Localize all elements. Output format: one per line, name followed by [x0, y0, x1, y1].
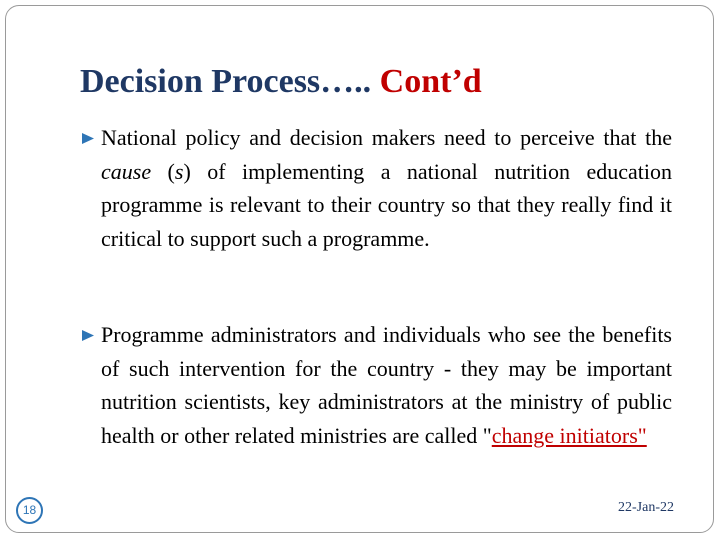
bullet1-italic-s: s [174, 158, 184, 184]
page-number-badge: 18 [16, 497, 43, 524]
triangle-bullet-icon [80, 318, 101, 341]
triangle-bullet-icon [80, 121, 101, 144]
bullet2-text-1: Programme administrators and individuals who see the benefits of such intervention for the country - they may be important nutrition scientists, key administrators at the ministry of public health or other related ministries are called " [101, 322, 672, 448]
bullet1-text-1: National policy and decision makers need to perceive that the [101, 125, 672, 150]
bullet-programme-administrators [80, 318, 672, 452]
title-main: Decision Process….. [80, 63, 380, 100]
bullet-policy-makers [80, 121, 672, 255]
title-contd: Cont’d [379, 63, 482, 100]
slide-title [80, 60, 482, 104]
slide-date: 22-Jan-22 [618, 500, 674, 515]
bullet1-text-3: ) of implementing a national nutrition education programme is relevant to their country so that they really find it critical to support such a programme. [101, 158, 673, 251]
change-initiators-term: change initiators" [491, 422, 647, 448]
bullet1-italic-cause: cause [101, 158, 152, 184]
bullet1-text-2: ( [151, 158, 175, 184]
